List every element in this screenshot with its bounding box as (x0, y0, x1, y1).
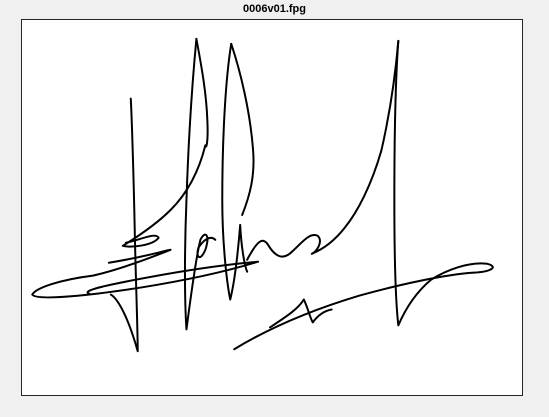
plot-axes (21, 19, 523, 396)
handwritten-signature-icon (22, 20, 522, 395)
figure-title: 0006v01.fpg (243, 3, 306, 15)
